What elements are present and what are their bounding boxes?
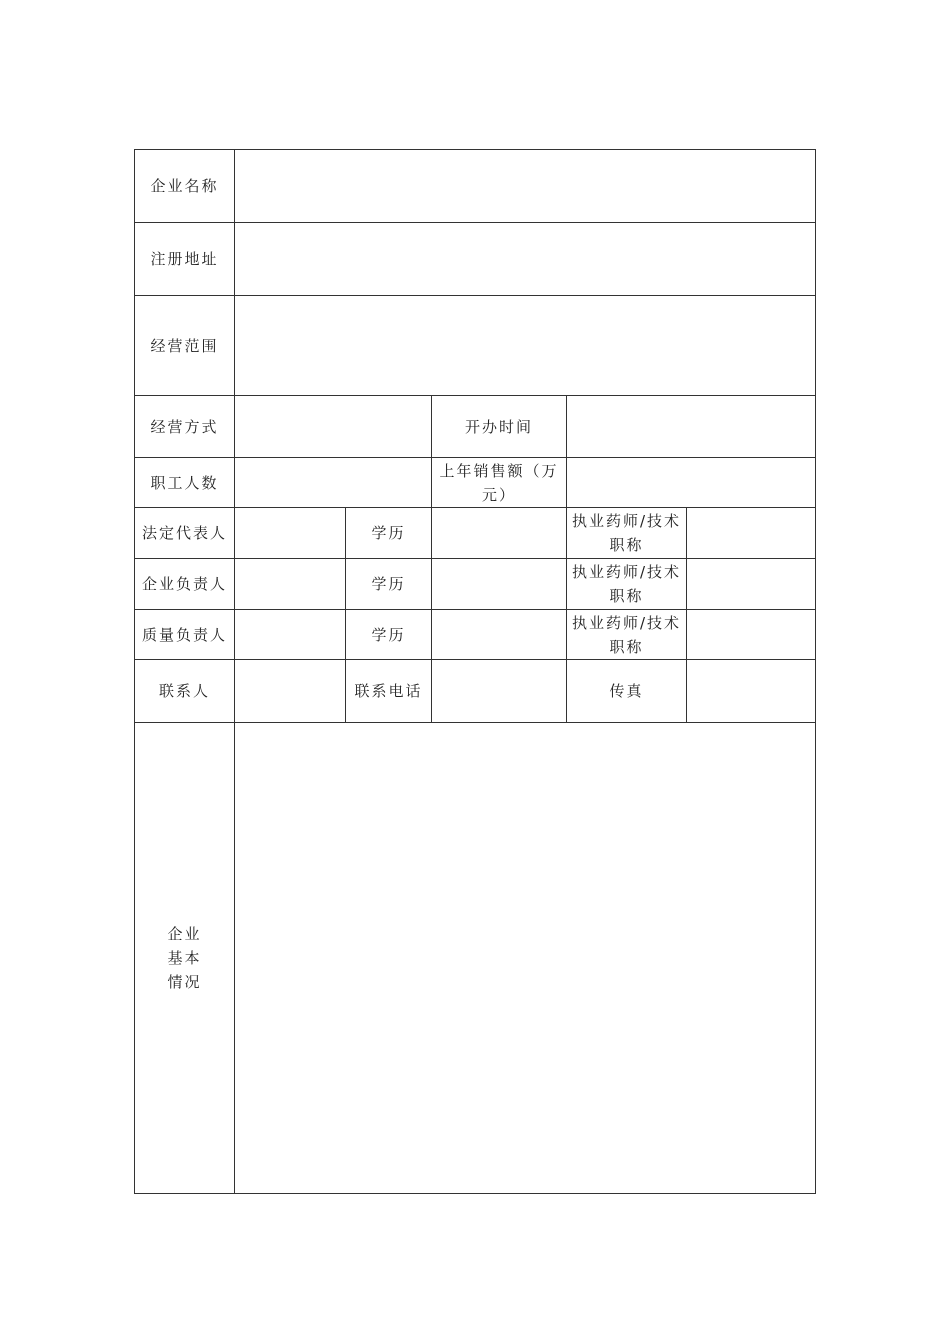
company-name-label-cell: [135, 150, 235, 223]
pharmacist-title-label: 执业药师/技术职称: [571, 563, 682, 605]
quality-head-education-field[interactable]: [432, 610, 567, 660]
basic-info-label-line-3: 情况: [167, 973, 202, 991]
company-name-label: 企业名称: [150, 177, 219, 195]
basic-info-label: [167, 922, 201, 994]
business-mode-label: 经营方式: [150, 417, 219, 436]
company-head-education-field[interactable]: [432, 559, 567, 610]
contact-phone-label-cell: [346, 660, 432, 723]
education-label: 学历: [371, 575, 406, 593]
pharmacist-title-label: 执业药师/技术职称: [571, 613, 682, 656]
contact-phone-field[interactable]: [432, 660, 567, 723]
legal-rep-label: 法定代表人: [141, 524, 227, 542]
employee-count-label-cell: [135, 458, 235, 508]
last-year-sales-label-cell: [432, 458, 567, 508]
quality-head-title-field[interactable]: [687, 610, 815, 660]
fax-label: 传真: [609, 682, 644, 700]
registered-address-label: 注册地址: [150, 250, 219, 268]
education-label: 学历: [371, 524, 406, 542]
fax-label-cell: [567, 660, 687, 723]
quality-head-field[interactable]: [235, 610, 346, 660]
basic-info-field[interactable]: [235, 723, 815, 1193]
opening-date-label-cell: [432, 396, 567, 458]
basic-info-label-cell: [135, 723, 235, 1193]
company-head-label-cell: [135, 559, 235, 610]
legal-rep-title-label-cell: [567, 508, 687, 559]
employee-count-label: 职工人数: [150, 473, 219, 492]
quality-head-label: 质量负责人: [141, 625, 227, 644]
legal-rep-title-field[interactable]: [687, 508, 815, 559]
pharmacist-title-label: 执业药师/技术职称: [571, 512, 682, 554]
registered-address-field[interactable]: [235, 223, 815, 296]
company-name-field[interactable]: [235, 150, 815, 223]
legal-rep-label-cell: [135, 508, 235, 559]
contact-person-field[interactable]: [235, 660, 346, 723]
basic-info-label-line-2: 基本: [167, 949, 202, 967]
last-year-sales-field[interactable]: [567, 458, 815, 508]
business-scope-label-cell: [135, 296, 235, 396]
legal-rep-education-field[interactable]: [432, 508, 567, 559]
company-head-field[interactable]: [235, 559, 346, 610]
business-mode-label-cell: [135, 396, 235, 458]
education-label: 学历: [371, 625, 406, 644]
quality-head-education-label-cell: [346, 610, 432, 660]
quality-head-title-label-cell: [567, 610, 687, 660]
contact-person-label-cell: [135, 660, 235, 723]
basic-info-label-line-1: 企业: [167, 925, 202, 943]
opening-date-field[interactable]: [567, 396, 815, 458]
company-head-label: 企业负责人: [141, 575, 227, 593]
contact-person-label: 联系人: [158, 682, 210, 700]
business-scope-label: 经营范围: [150, 336, 219, 355]
legal-rep-field[interactable]: [235, 508, 346, 559]
employee-count-field[interactable]: [235, 458, 432, 508]
quality-head-label-cell: [135, 610, 235, 660]
legal-rep-education-label-cell: [346, 508, 432, 559]
business-scope-field[interactable]: [235, 296, 815, 396]
enterprise-info-form: [134, 149, 816, 1194]
opening-date-label: 开办时间: [464, 417, 533, 436]
business-mode-field[interactable]: [235, 396, 432, 458]
company-head-education-label-cell: [346, 559, 432, 610]
company-head-title-field[interactable]: [687, 559, 815, 610]
last-year-sales-label: 上年销售额（万元）: [439, 461, 559, 504]
registered-address-label-cell: [135, 223, 235, 296]
contact-phone-label: 联系电话: [354, 682, 423, 700]
fax-field[interactable]: [687, 660, 815, 723]
company-head-title-label-cell: [567, 559, 687, 610]
